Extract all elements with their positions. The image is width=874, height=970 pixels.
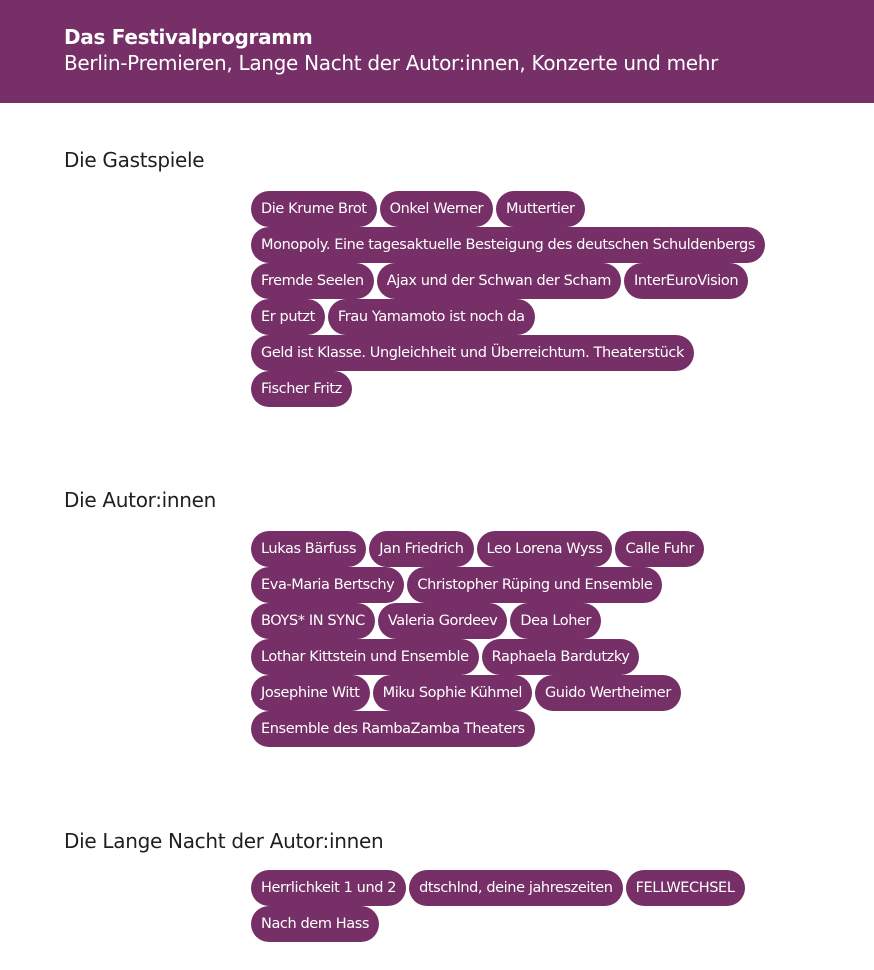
program-pill-link[interactable]: Fischer Fritz [251,371,352,407]
pill-row [251,711,811,747]
section-heading: Die Lange Nacht der Autor:innen [64,829,384,853]
program-pill-link[interactable]: Guido Wertheimer [535,675,681,711]
pill-row [251,675,811,711]
program-pill-link[interactable]: Valeria Gordeev [378,603,508,639]
program-pill-link[interactable]: Calle Fuhr [615,531,704,567]
program-pill-link[interactable]: Josephine Witt [251,675,370,711]
pill-row [251,870,811,906]
pill-row [251,263,811,299]
pill-row [251,639,811,675]
page-title: Das Festivalprogramm [64,25,313,49]
pill-row [251,531,811,567]
program-pill-link[interactable]: InterEuroVision [624,263,748,299]
program-pill-link[interactable]: Leo Lorena Wyss [477,531,613,567]
pill-row [251,371,811,407]
pill-row [251,227,811,263]
program-pill-link[interactable]: Raphaela Bardutzky [482,639,640,675]
pill-list [251,191,811,407]
program-pill-link[interactable]: Eva-Maria Bertschy [251,567,404,603]
program-pill-link[interactable]: Muttertier [496,191,585,227]
program-pill-link[interactable]: Nach dem Hass [251,906,379,942]
pill-row [251,567,811,603]
section-heading: Die Autor:innen [64,488,217,512]
page-subtitle: Berlin-Premieren, Lange Nacht der Autor:innen, Konzerte und mehr [64,51,719,75]
program-pill-link[interactable]: Ajax und der Schwan der Scham [377,263,621,299]
program-pill-link[interactable]: Geld ist Klasse. Ungleichheit und Überreichtum. Theaterstück [251,335,694,371]
pill-row [251,335,811,371]
pill-row [251,191,811,227]
program-pill-link[interactable]: Die Krume Brot [251,191,377,227]
program-pill-link[interactable]: FELLWECHSEL [626,870,745,906]
program-pill-link[interactable]: Ensemble des RambaZamba Theaters [251,711,535,747]
program-pill-link[interactable]: Onkel Werner [380,191,493,227]
program-pill-link[interactable]: Herrlichkeit 1 und 2 [251,870,406,906]
section-heading: Die Gastspiele [64,148,205,172]
program-pill-link[interactable]: Christopher Rüping und Ensemble [407,567,662,603]
program-pill-link[interactable]: Lothar Kittstein und Ensemble [251,639,479,675]
program-pill-link[interactable]: Miku Sophie Kühmel [373,675,532,711]
program-pill-link[interactable]: Er putzt [251,299,325,335]
program-pill-link[interactable]: BOYS* IN SYNC [251,603,375,639]
pill-row [251,906,811,942]
page-header [0,0,874,103]
program-pill-link[interactable]: Jan Friedrich [369,531,473,567]
program-pill-link[interactable]: Dea Loher [510,603,601,639]
pill-row [251,603,811,639]
program-pill-link[interactable]: Monopoly. Eine tagesaktuelle Besteigung des deutschen Schuldenbergs [251,227,765,263]
pill-list [251,531,811,747]
pill-list [251,870,811,942]
program-pill-link[interactable]: Fremde Seelen [251,263,374,299]
program-pill-link[interactable]: Frau Yamamoto ist noch da [328,299,535,335]
program-pill-link[interactable]: Lukas Bärfuss [251,531,366,567]
pill-row [251,299,811,335]
program-pill-link[interactable]: dtschlnd, deine jahreszeiten [409,870,623,906]
